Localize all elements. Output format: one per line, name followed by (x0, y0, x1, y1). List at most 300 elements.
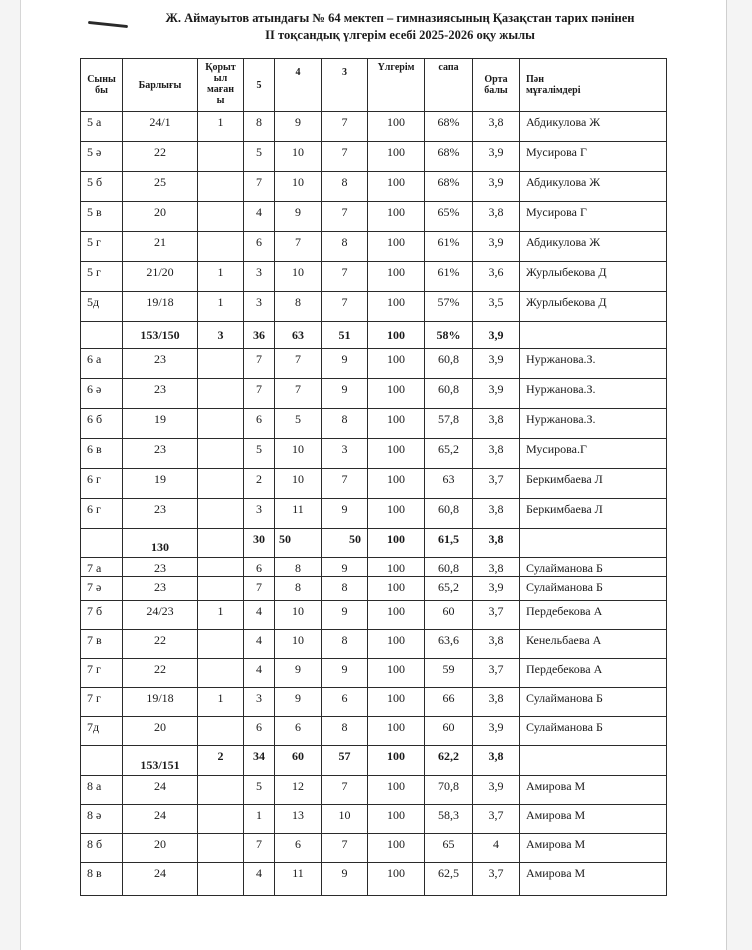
progress-cell: 100 (368, 349, 425, 379)
average-cell: 3,8 (473, 529, 520, 558)
teacher-cell: Пердебекова А (520, 659, 667, 688)
teacher-cell: Сулайманова Б (520, 688, 667, 717)
class-cell: 7 в (81, 630, 123, 659)
grade-4-cell: 10 (275, 172, 322, 202)
grade-3-cell: 7 (322, 142, 368, 172)
table-row (81, 863, 667, 896)
table-row (81, 805, 667, 834)
grade-3-cell: 7 (322, 262, 368, 292)
total-cell: 19 (123, 469, 198, 499)
grade-5-cell: 4 (244, 601, 275, 630)
quality-cell: 60,8 (425, 499, 473, 529)
quality-cell: 57% (425, 292, 473, 322)
progress-cell: 100 (368, 499, 425, 529)
grade-3-cell: 9 (322, 558, 368, 577)
grade-5-cell: 7 (244, 379, 275, 409)
progress-cell: 100 (368, 469, 425, 499)
grade-3-cell: 8 (322, 172, 368, 202)
class-cell: 7 б (81, 601, 123, 630)
absent-cell (198, 202, 244, 232)
absent-cell (198, 172, 244, 202)
grade-4-cell: 60 (275, 746, 322, 776)
grade-4-cell: 11 (275, 499, 322, 529)
header-row (81, 59, 667, 112)
document-title (120, 10, 680, 44)
header-total: Барлығы (123, 59, 198, 112)
teacher-cell (520, 529, 667, 558)
header-grade-5: 5 (244, 59, 275, 112)
quality-cell: 68% (425, 142, 473, 172)
teacher-cell: Журлыбекова Д (520, 292, 667, 322)
teacher-cell: Пердебекова А (520, 601, 667, 630)
quality-cell: 62,5 (425, 863, 473, 896)
absent-cell: 1 (198, 601, 244, 630)
class-cell: 8 в (81, 863, 123, 896)
total-cell: 24 (123, 805, 198, 834)
average-cell: 3,8 (473, 688, 520, 717)
total-cell: 23 (123, 439, 198, 469)
table-row (81, 232, 667, 262)
teacher-cell: Нуржанова.З. (520, 409, 667, 439)
progress-cell: 100 (368, 834, 425, 863)
table-row (81, 577, 667, 601)
table-row (81, 379, 667, 409)
average-cell: 3,9 (473, 717, 520, 746)
title-line-2: ІІ тоқсандық үлгерім есебі 2025-2026 оқу жылы (265, 28, 535, 42)
grade-3-cell: 6 (322, 688, 368, 717)
grade-5-cell: 5 (244, 439, 275, 469)
class-cell: 8 ә (81, 805, 123, 834)
grade-4-cell: 7 (275, 349, 322, 379)
quality-cell: 61,5 (425, 529, 473, 558)
progress-report-table (80, 58, 667, 896)
absent-cell (198, 469, 244, 499)
progress-cell: 100 (368, 601, 425, 630)
total-cell: 21/20 (123, 262, 198, 292)
table-row (81, 659, 667, 688)
teacher-cell: Абдикулова Ж (520, 172, 667, 202)
total-cell: 20 (123, 834, 198, 863)
progress-cell: 100 (368, 630, 425, 659)
grade-3-cell: 8 (322, 409, 368, 439)
total-cell: 153/150 (123, 322, 198, 349)
average-cell: 4 (473, 834, 520, 863)
class-cell: 6 г (81, 499, 123, 529)
grade-3-cell: 8 (322, 717, 368, 746)
grade-5-cell: 3 (244, 688, 275, 717)
table-row (81, 688, 667, 717)
progress-cell: 100 (368, 717, 425, 746)
grade-3-cell: 9 (322, 379, 368, 409)
class-cell: 5 г (81, 262, 123, 292)
progress-cell: 100 (368, 529, 425, 558)
class-cell: 5 а (81, 112, 123, 142)
average-cell: 3,8 (473, 409, 520, 439)
class-cell: 5 ә (81, 142, 123, 172)
grade-5-cell: 5 (244, 142, 275, 172)
teacher-cell: Абдикулова Ж (520, 112, 667, 142)
quality-cell: 59 (425, 659, 473, 688)
header-average: Орта балы (473, 59, 520, 112)
grade-3-cell: 7 (322, 202, 368, 232)
progress-cell: 100 (368, 232, 425, 262)
teacher-cell: Журлыбекова Д (520, 262, 667, 292)
class-cell: 6 ә (81, 379, 123, 409)
class-cell: 5 в (81, 202, 123, 232)
progress-cell: 100 (368, 577, 425, 601)
teacher-cell (520, 322, 667, 349)
teacher-cell: Беркимбаева Л (520, 469, 667, 499)
total-cell: 22 (123, 630, 198, 659)
total-cell: 24 (123, 776, 198, 805)
table-body (81, 112, 667, 896)
table-row (81, 558, 667, 577)
grade-4-cell: 9 (275, 688, 322, 717)
grade-3-cell: 9 (322, 349, 368, 379)
grade-5-cell: 6 (244, 717, 275, 746)
grade-3-cell: 3 (322, 439, 368, 469)
header-grade-4: 4 (275, 59, 322, 112)
progress-cell: 100 (368, 439, 425, 469)
average-cell: 3,6 (473, 262, 520, 292)
progress-cell: 100 (368, 262, 425, 292)
total-cell: 22 (123, 659, 198, 688)
progress-cell: 100 (368, 379, 425, 409)
grade-3-cell: 8 (322, 232, 368, 262)
table-row (81, 439, 667, 469)
absent-cell (198, 529, 244, 558)
total-cell: 20 (123, 202, 198, 232)
class-cell: 6 а (81, 349, 123, 379)
teacher-cell: Сулайманова Б (520, 577, 667, 601)
header-absent: Қорыт ыл маған ы (198, 59, 244, 112)
class-cell: 7 г (81, 659, 123, 688)
progress-cell: 100 (368, 746, 425, 776)
grade-5-cell: 7 (244, 834, 275, 863)
class-cell: 7 ә (81, 577, 123, 601)
teacher-cell: Абдикулова Ж (520, 232, 667, 262)
grade-3-cell: 7 (322, 776, 368, 805)
progress-cell: 100 (368, 142, 425, 172)
grade-3-cell: 57 (322, 746, 368, 776)
average-cell: 3,8 (473, 558, 520, 577)
quality-cell: 65,2 (425, 439, 473, 469)
average-cell: 3,5 (473, 292, 520, 322)
absent-cell: 2 (198, 746, 244, 776)
teacher-cell: Амирова М (520, 776, 667, 805)
absent-cell (198, 439, 244, 469)
class-cell: 5 г (81, 232, 123, 262)
teacher-cell: Мусирова Г (520, 142, 667, 172)
absent-cell (198, 577, 244, 601)
absent-cell (198, 717, 244, 746)
absent-cell: 1 (198, 688, 244, 717)
grade-4-cell: 10 (275, 142, 322, 172)
average-cell: 3,7 (473, 659, 520, 688)
table-row (81, 262, 667, 292)
average-cell: 3,7 (473, 469, 520, 499)
grade-4-cell: 10 (275, 439, 322, 469)
grade-5-cell: 2 (244, 469, 275, 499)
grade-5-cell: 1 (244, 805, 275, 834)
average-cell: 3,7 (473, 805, 520, 834)
quality-cell: 62,2 (425, 746, 473, 776)
grade-5-cell: 7 (244, 577, 275, 601)
grade-3-cell: 8 (322, 577, 368, 601)
grade-4-cell: 7 (275, 232, 322, 262)
grade-4-cell: 6 (275, 834, 322, 863)
average-cell: 3,9 (473, 142, 520, 172)
absent-cell (198, 659, 244, 688)
average-cell: 3,9 (473, 776, 520, 805)
table-row (81, 499, 667, 529)
table-row (81, 292, 667, 322)
class-cell: 6 в (81, 439, 123, 469)
total-cell: 19/18 (123, 688, 198, 717)
average-cell: 3,8 (473, 499, 520, 529)
grade-3-cell: 7 (322, 834, 368, 863)
grade-3-cell: 9 (322, 863, 368, 896)
summary-row (81, 322, 667, 349)
absent-cell (198, 630, 244, 659)
table-row (81, 409, 667, 439)
teacher-cell: Сулайманова Б (520, 558, 667, 577)
quality-cell: 60 (425, 717, 473, 746)
average-cell: 3,9 (473, 232, 520, 262)
absent-cell: 1 (198, 112, 244, 142)
class-cell: 5д (81, 292, 123, 322)
teacher-cell: Мусирова.Г (520, 439, 667, 469)
average-cell: 3,8 (473, 630, 520, 659)
grade-3-cell: 7 (322, 469, 368, 499)
header-quality: сапа (425, 59, 473, 112)
quality-cell: 66 (425, 688, 473, 717)
total-cell: 24/23 (123, 601, 198, 630)
class-cell (81, 746, 123, 776)
teacher-cell: Нуржанова.З. (520, 349, 667, 379)
absent-cell (198, 409, 244, 439)
quality-cell: 61% (425, 232, 473, 262)
header-teacher: Пән мұғалімдері (520, 59, 667, 112)
quality-cell: 63 (425, 469, 473, 499)
progress-cell: 100 (368, 292, 425, 322)
class-cell: 6 г (81, 469, 123, 499)
progress-cell: 100 (368, 863, 425, 896)
progress-cell: 100 (368, 659, 425, 688)
total-cell: 19 (123, 409, 198, 439)
table-row (81, 469, 667, 499)
grade-5-cell: 5 (244, 776, 275, 805)
class-cell: 8 б (81, 834, 123, 863)
progress-cell: 100 (368, 322, 425, 349)
grade-4-cell: 10 (275, 469, 322, 499)
summary-row (81, 746, 667, 776)
quality-cell: 60,8 (425, 379, 473, 409)
grade-5-cell: 3 (244, 292, 275, 322)
table-row (81, 834, 667, 863)
absent-cell: 1 (198, 292, 244, 322)
total-cell: 19/18 (123, 292, 198, 322)
grade-3-cell: 9 (322, 659, 368, 688)
table-row (81, 172, 667, 202)
total-cell: 23 (123, 379, 198, 409)
quality-cell: 61% (425, 262, 473, 292)
grade-4-cell: 8 (275, 558, 322, 577)
grade-5-cell: 3 (244, 499, 275, 529)
absent-cell (198, 142, 244, 172)
progress-cell: 100 (368, 112, 425, 142)
class-cell: 7 г (81, 688, 123, 717)
grade-5-cell: 6 (244, 409, 275, 439)
progress-cell: 100 (368, 805, 425, 834)
quality-cell: 68% (425, 112, 473, 142)
total-cell: 23 (123, 499, 198, 529)
class-cell (81, 322, 123, 349)
absent-cell (198, 834, 244, 863)
header-grade-3: 3 (322, 59, 368, 112)
table-row (81, 630, 667, 659)
absent-cell: 1 (198, 262, 244, 292)
quality-cell: 60 (425, 601, 473, 630)
grade-5-cell: 7 (244, 349, 275, 379)
table-row (81, 601, 667, 630)
quality-cell: 60,8 (425, 558, 473, 577)
grade-4-cell: 6 (275, 717, 322, 746)
grade-4-cell: 63 (275, 322, 322, 349)
grade-5-cell: 4 (244, 863, 275, 896)
average-cell: 3,7 (473, 863, 520, 896)
average-cell: 3,9 (473, 349, 520, 379)
average-cell: 3,9 (473, 577, 520, 601)
absent-cell (198, 349, 244, 379)
teacher-cell: Амирова М (520, 805, 667, 834)
class-cell: 7д (81, 717, 123, 746)
average-cell: 3,8 (473, 112, 520, 142)
quality-cell: 60,8 (425, 349, 473, 379)
total-cell: 23 (123, 558, 198, 577)
total-cell: 24 (123, 863, 198, 896)
progress-cell: 100 (368, 776, 425, 805)
grade-5-cell: 30 (244, 529, 275, 558)
header-progress: Үлгерім (368, 59, 425, 112)
grade-4-cell: 5 (275, 409, 322, 439)
quality-cell: 65 (425, 834, 473, 863)
total-cell: 25 (123, 172, 198, 202)
average-cell: 3,8 (473, 439, 520, 469)
table-row (81, 202, 667, 232)
class-cell: 7 а (81, 558, 123, 577)
total-cell: 23 (123, 577, 198, 601)
teacher-cell: Сулайманова Б (520, 717, 667, 746)
total-cell: 153/151 (123, 746, 198, 776)
grade-3-cell: 7 (322, 112, 368, 142)
grade-3-cell: 50 (322, 529, 368, 558)
quality-cell: 58% (425, 322, 473, 349)
class-cell: 6 б (81, 409, 123, 439)
table-row (81, 717, 667, 746)
grade-5-cell: 8 (244, 112, 275, 142)
grade-4-cell: 10 (275, 630, 322, 659)
grade-4-cell: 7 (275, 379, 322, 409)
grade-5-cell: 34 (244, 746, 275, 776)
class-cell (81, 529, 123, 558)
progress-cell: 100 (368, 688, 425, 717)
absent-cell (198, 863, 244, 896)
average-cell: 3,8 (473, 746, 520, 776)
class-cell: 8 а (81, 776, 123, 805)
average-cell: 3,8 (473, 202, 520, 232)
teacher-cell: Амирова М (520, 863, 667, 896)
total-cell: 21 (123, 232, 198, 262)
grade-4-cell: 50 (275, 529, 322, 558)
progress-cell: 100 (368, 172, 425, 202)
grade-4-cell: 13 (275, 805, 322, 834)
class-cell: 5 б (81, 172, 123, 202)
quality-cell: 68% (425, 172, 473, 202)
grade-5-cell: 4 (244, 659, 275, 688)
absent-cell (198, 805, 244, 834)
grade-3-cell: 9 (322, 499, 368, 529)
grade-4-cell: 8 (275, 577, 322, 601)
absent-cell (198, 499, 244, 529)
absent-cell (198, 558, 244, 577)
grade-4-cell: 10 (275, 262, 322, 292)
grade-5-cell: 7 (244, 172, 275, 202)
table-row (81, 112, 667, 142)
average-cell: 3,9 (473, 379, 520, 409)
grade-5-cell: 4 (244, 630, 275, 659)
grade-3-cell: 51 (322, 322, 368, 349)
table-row (81, 349, 667, 379)
total-cell: 23 (123, 349, 198, 379)
grade-5-cell: 3 (244, 262, 275, 292)
grade-3-cell: 7 (322, 292, 368, 322)
absent-cell (198, 379, 244, 409)
table-row (81, 776, 667, 805)
absent-cell (198, 232, 244, 262)
teacher-cell (520, 746, 667, 776)
teacher-cell: Кенельбаева А (520, 630, 667, 659)
average-cell: 3,7 (473, 601, 520, 630)
total-cell: 20 (123, 717, 198, 746)
quality-cell: 57,8 (425, 409, 473, 439)
title-line-1: Ж. Аймауытов атындағы № 64 мектеп – гимназиясының Қазақстан тарих пәнінен (165, 11, 635, 25)
grade-4-cell: 9 (275, 659, 322, 688)
quality-cell: 65,2 (425, 577, 473, 601)
absent-cell: 3 (198, 322, 244, 349)
grade-4-cell: 8 (275, 292, 322, 322)
grade-4-cell: 12 (275, 776, 322, 805)
total-cell: 22 (123, 142, 198, 172)
progress-cell: 100 (368, 202, 425, 232)
absent-cell (198, 776, 244, 805)
teacher-cell: Амирова М (520, 834, 667, 863)
table-row (81, 142, 667, 172)
grade-5-cell: 6 (244, 558, 275, 577)
quality-cell: 63,6 (425, 630, 473, 659)
grade-3-cell: 10 (322, 805, 368, 834)
grade-5-cell: 36 (244, 322, 275, 349)
grade-5-cell: 4 (244, 202, 275, 232)
quality-cell: 65% (425, 202, 473, 232)
total-cell: 130 (123, 529, 198, 558)
grade-4-cell: 11 (275, 863, 322, 896)
header-class: Сыны бы (81, 59, 123, 112)
average-cell: 3,9 (473, 322, 520, 349)
quality-cell: 70,8 (425, 776, 473, 805)
average-cell: 3,9 (473, 172, 520, 202)
grade-4-cell: 9 (275, 202, 322, 232)
